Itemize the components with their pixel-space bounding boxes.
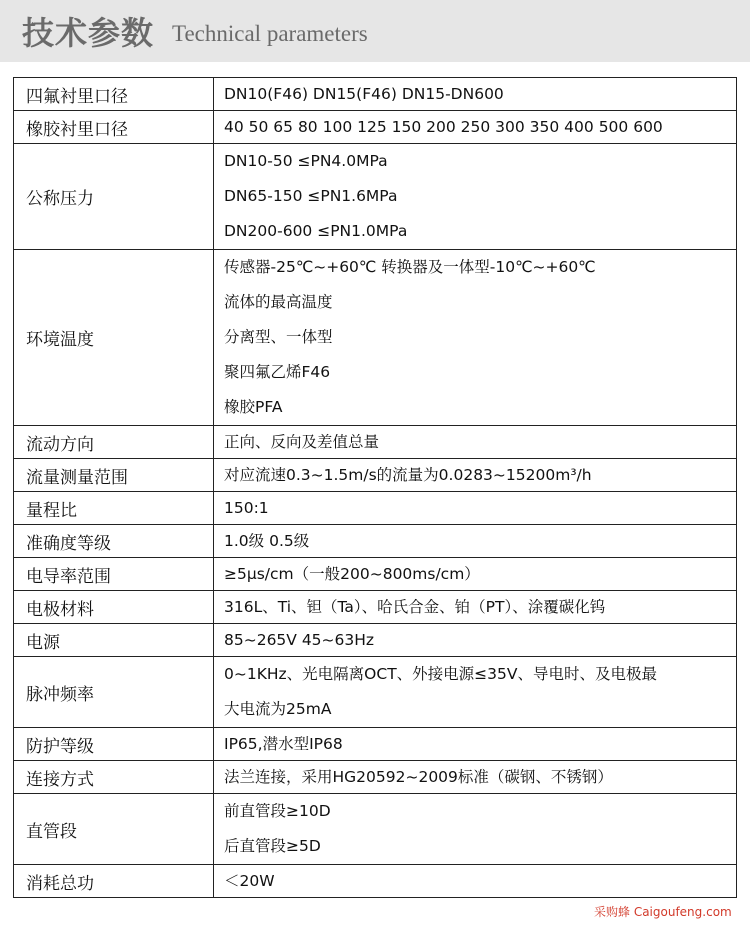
parameter-label: 量程比 [14, 492, 214, 525]
value-line: ＜20W [224, 872, 275, 890]
parameter-label: 消耗总功 [14, 865, 214, 898]
value-line: 对应流速0.3~1.5m/s的流量为0.0283~15200m³/h [224, 466, 592, 484]
value-line: 橡胶PFA [224, 398, 283, 416]
parameter-value [214, 492, 737, 525]
parameter-label: 流动方向 [14, 426, 214, 459]
parameter-label: 流量测量范围 [14, 459, 214, 492]
watermark: 采购蜂 Caigoufeng.com [594, 905, 732, 919]
parameter-label: 公称压力 [14, 144, 214, 250]
section-title-en: Technical parameters [172, 21, 368, 46]
value-line: IP65,潜水型IP68 [224, 735, 343, 753]
value-line: 85~265V 45~63Hz [224, 631, 375, 649]
value-line: DN65-150 ≤PN1.6MPa [224, 187, 398, 205]
value-line: 150:1 [224, 499, 269, 517]
table-row [14, 459, 737, 492]
parameter-value [214, 250, 737, 426]
value-line: ≥5μs/cm（一般200~800ms/cm） [224, 565, 480, 583]
parameter-value [214, 657, 737, 728]
parameter-value [214, 525, 737, 558]
table-row [14, 728, 737, 761]
value-line: 法兰连接，采用HG20592~2009标准（碳钢、不锈钢） [224, 768, 613, 786]
parameter-value [214, 624, 737, 657]
parameter-value [214, 591, 737, 624]
value-line: DN10-50 ≤PN4.0MPa [224, 152, 388, 170]
table-row [14, 761, 737, 794]
table-row [14, 250, 737, 426]
parameter-label: 环境温度 [14, 250, 214, 426]
table-row [14, 525, 737, 558]
parameter-value [214, 728, 737, 761]
value-line: 聚四氟乙烯F46 [224, 363, 331, 381]
table-row [14, 144, 737, 250]
table-row [14, 624, 737, 657]
parameter-label: 电极材料 [14, 591, 214, 624]
parameter-label: 电源 [14, 624, 214, 657]
parameter-label: 四氟衬里口径 [14, 78, 214, 111]
parameter-value [214, 794, 737, 865]
table-row [14, 426, 737, 459]
parameter-label: 准确度等级 [14, 525, 214, 558]
value-line: 40 50 65 80 100 125 150 200 250 300 350 400 500 600 [224, 118, 663, 136]
value-line: 分离型、一体型 [224, 328, 333, 346]
value-line: 后直管段≥5D [224, 837, 321, 855]
parameter-value [214, 111, 737, 144]
table-row [14, 591, 737, 624]
value-line: 0~1KHz、光电隔离OCT、外接电源≤35V、导电时、及电极最 [224, 665, 657, 683]
table-row [14, 78, 737, 111]
parameter-value [214, 761, 737, 794]
parameter-value [214, 865, 737, 898]
value-line: 传感器-25℃~+60℃ 转换器及一体型-10℃~+60℃ [224, 258, 596, 276]
value-line: DN200-600 ≤PN1.0MPa [224, 222, 408, 240]
value-line: 流体的最高温度 [224, 293, 333, 311]
value-line: 大电流为25mA [224, 700, 332, 718]
section-title-zh: 技术参数 [22, 14, 155, 52]
table-row [14, 794, 737, 865]
parameter-value [214, 426, 737, 459]
parameter-label: 电导率范围 [14, 558, 214, 591]
value-line: 正向、反向及差值总量 [224, 433, 380, 451]
section-header [0, 0, 750, 62]
parameters-table [13, 77, 737, 898]
parameter-value [214, 78, 737, 111]
parameter-label: 橡胶衬里口径 [14, 111, 214, 144]
table-row [14, 558, 737, 591]
table-row [14, 865, 737, 898]
parameter-label: 连接方式 [14, 761, 214, 794]
value-line: 316L、Ti、钽（Ta）、哈氏合金、铂（PT）、涂覆碳化钨 [224, 598, 606, 616]
value-line: DN10(F46) DN15(F46) DN15-DN600 [224, 85, 504, 103]
parameter-label: 直管段 [14, 794, 214, 865]
parameter-value [214, 558, 737, 591]
value-line: 前直管段≥10D [224, 802, 331, 820]
table-row [14, 111, 737, 144]
parameter-value [214, 459, 737, 492]
parameter-value [214, 144, 737, 250]
table-row [14, 492, 737, 525]
value-line: 1.0级 0.5级 [224, 532, 310, 550]
parameter-label: 防护等级 [14, 728, 214, 761]
table-row [14, 657, 737, 728]
parameter-label: 脉冲频率 [14, 657, 214, 728]
